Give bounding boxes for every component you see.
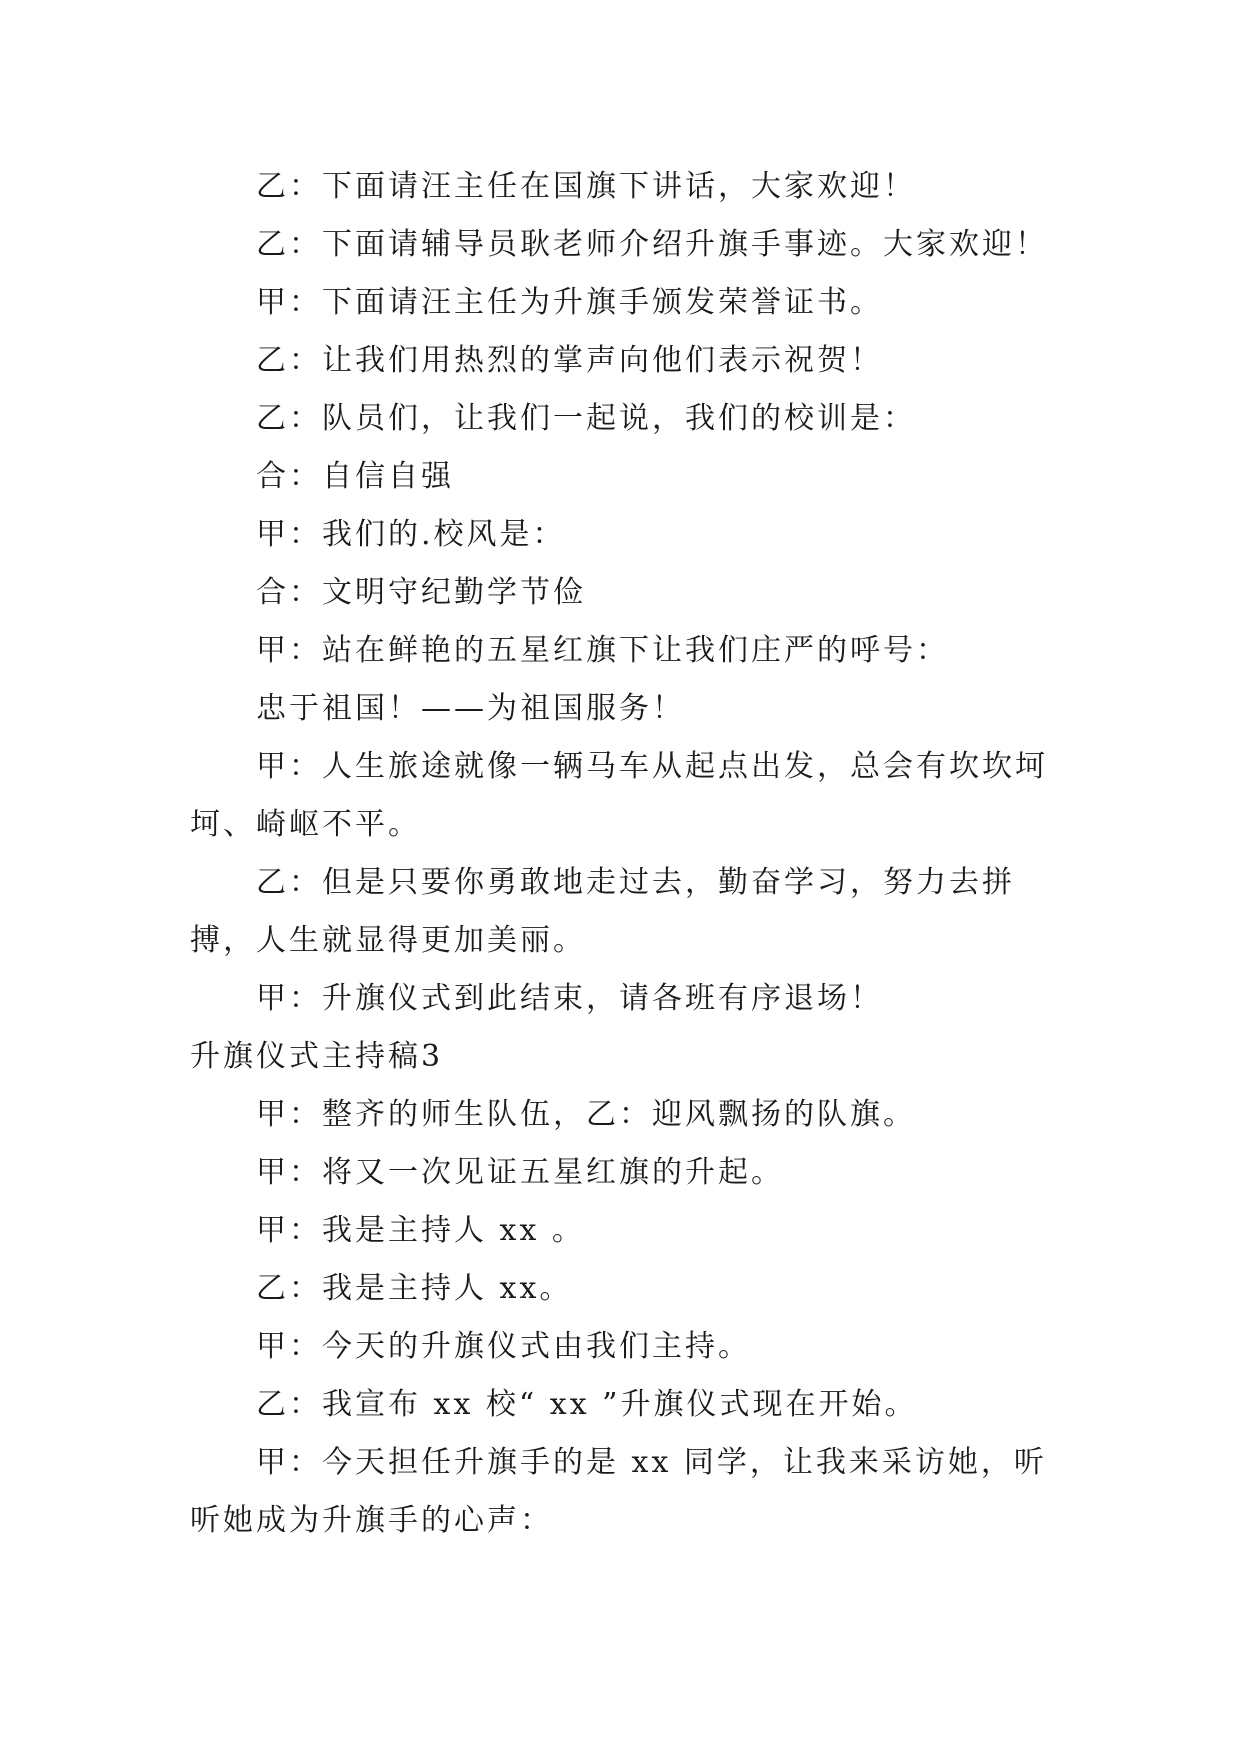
paragraph: 甲：我们的.校风是： <box>256 517 566 552</box>
paragraph: 乙：但是只要你勇敢地走过去，勤奋学习，努力去拼搏，人生就显得更加美丽。 <box>190 865 1015 958</box>
document-body <box>190 158 1070 1550</box>
paragraph: 合：文明守纪勤学节俭 <box>256 575 586 610</box>
paragraph: 甲：人生旅途就像一辆马车从起点出发，总会有坎坎坷坷、崎岖不平。 <box>190 749 1048 842</box>
paragraph: 甲：站在鲜艳的五星红旗下让我们庄严的呼号： <box>256 633 949 668</box>
paragraph: 甲：下面请汪主任为升旗手颁发荣誉证书。 <box>256 285 883 320</box>
paragraph: 甲：我是主持人 xx 。 <box>256 1213 585 1248</box>
paragraph: 乙：让我们用热烈的掌声向他们表示祝贺！ <box>256 343 883 378</box>
paragraph: 忠于祖国！——为祖国服务！ <box>256 691 685 726</box>
paragraph: 甲：今天担任升旗手的是 xx 同学，让我来采访她，听听她成为升旗手的心声： <box>190 1445 1047 1538</box>
paragraph: 乙：队员们，让我们一起说，我们的校训是： <box>256 401 916 436</box>
paragraph: 乙：我宣布 xx 校“ xx ”升旗仪式现在开始。 <box>256 1387 918 1422</box>
paragraph: 乙：下面请汪主任在国旗下讲话，大家欢迎！ <box>256 169 916 204</box>
section-heading: 升旗仪式主持稿3 <box>190 1039 444 1074</box>
paragraph: 乙：我是主持人 xx。 <box>256 1271 573 1306</box>
paragraph: 乙：下面请辅导员耿老师介绍升旗手事迹。大家欢迎！ <box>256 227 1048 262</box>
paragraph: 甲：今天的升旗仪式由我们主持。 <box>256 1329 751 1364</box>
paragraph: 甲：升旗仪式到此结束，请各班有序退场！ <box>256 981 883 1016</box>
paragraph: 甲：将又一次见证五星红旗的升起。 <box>256 1155 784 1190</box>
paragraph: 甲：整齐的师生队伍，乙：迎风飘扬的队旗。 <box>256 1097 916 1132</box>
paragraph: 合：自信自强 <box>256 459 454 494</box>
